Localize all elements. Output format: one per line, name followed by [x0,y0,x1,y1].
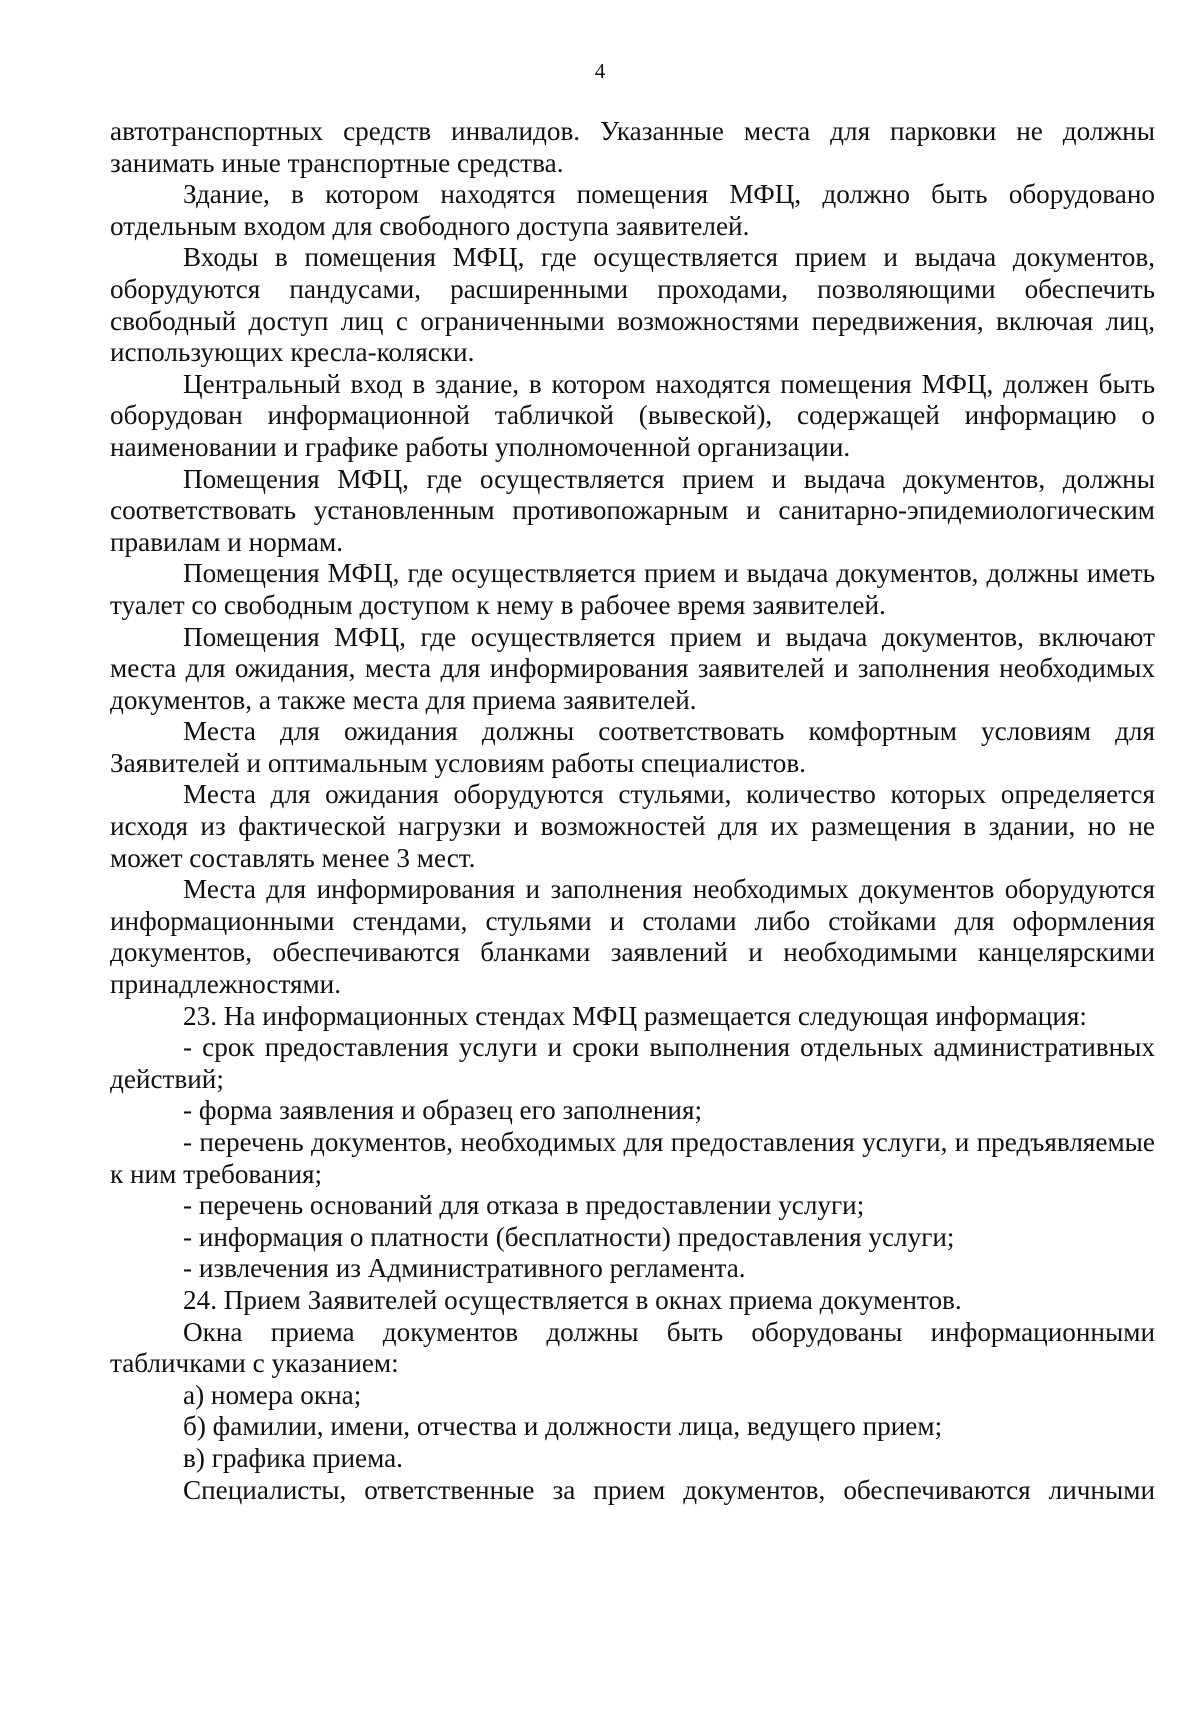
paragraph: Места для ожидания оборудуются стульями, количество которых определяется исходя из фактической нагрузки и возможностей для их размещения в здании, но не может составлять менее 3 мест. [110,779,1155,873]
paragraph: Специалисты, ответственные за прием документов, обеспечиваются личными [183,1474,1155,1505]
paragraph: Помещения МФЦ, где осуществляется прием и выдача документов, должны иметь туалет со свободным доступом к нему в рабочее время заявителей. [110,558,1155,620]
list-heading: 24. Прием Заявителей осуществляется в окнах приема документов. [183,1284,962,1315]
paragraph: Помещения МФЦ, где осуществляется прием и выдача документов, должны соответствовать установленным противопожарным и санитарно-эпидемиологическим правилам и нормам. [110,463,1155,557]
document-body [110,116,1155,1506]
list-item: а) номера окна; [183,1379,362,1410]
list-item: - извлечения из Административного регламента. [183,1253,746,1284]
list-item: - перечень документов, необходимых для предоставления услуги, и предъявляемые к ним требования; [110,1127,1155,1189]
paragraph: Окна приема документов должны быть оборудованы информационными табличками с указанием: [110,1316,1155,1379]
paragraph: Здание, в котором находятся помещения МФЦ, должно быть оборудовано отдельным входом для свободного доступа заявителей. [110,179,1155,241]
list-item: в) графика приема. [183,1442,403,1473]
paragraph: Помещения МФЦ, где осуществляется прием и выдача документов, включают места для ожидания, места для информирования заявителей и заполнения необходимых документов, а также места для приема заявителей. [110,621,1155,715]
list-item: - форма заявления и образец его заполнения; [183,1095,703,1126]
paragraph: автотранспортных средств инвалидов. Указанные места для парковки не должны занимать иные транспортные средства. [110,116,1155,178]
list-item: - перечень оснований для отказа в предоставлении услуги; [183,1190,865,1221]
list-heading: 23. На информационных стендах МФЦ размещается следующая информация: [183,1000,1087,1031]
list-item: б) фамилии, имени, отчества и должности лица, ведущего прием; [183,1411,943,1442]
paragraph: Входы в помещения МФЦ, где осуществляется прием и выдача документов, оборудуются пандусами, расширенными проходами, позволяющими обеспечить свободный доступ лиц с ограниченными возможностями передвижения, включая лиц, использующих кресла-коляски. [110,242,1155,368]
page-number: 4 [594,59,606,83]
list-item: - информация о платности (бесплатности) предоставления услуги; [183,1221,955,1252]
list-item: - срок предоставления услуги и сроки выполнения отдельных административных действий; [110,1032,1155,1094]
paragraph: Места для информирования и заполнения необходимых документов оборудуются информационными стендами, стульями и столами либо стойками для оформления документов, обеспечиваются бланками заявлений и необходимыми канцелярскими принадлежностями. [110,874,1155,1000]
paragraph: Места для ожидания должны соответствовать комфортным условиям для Заявителей и оптимальным условиям работы специалистов. [110,716,1155,778]
paragraph: Центральный вход в здание, в котором находятся помещения МФЦ, должен быть оборудован информационной табличкой (вывеской), содержащей информацию о наименовании и графике работы уполномоченной организации. [110,368,1155,462]
